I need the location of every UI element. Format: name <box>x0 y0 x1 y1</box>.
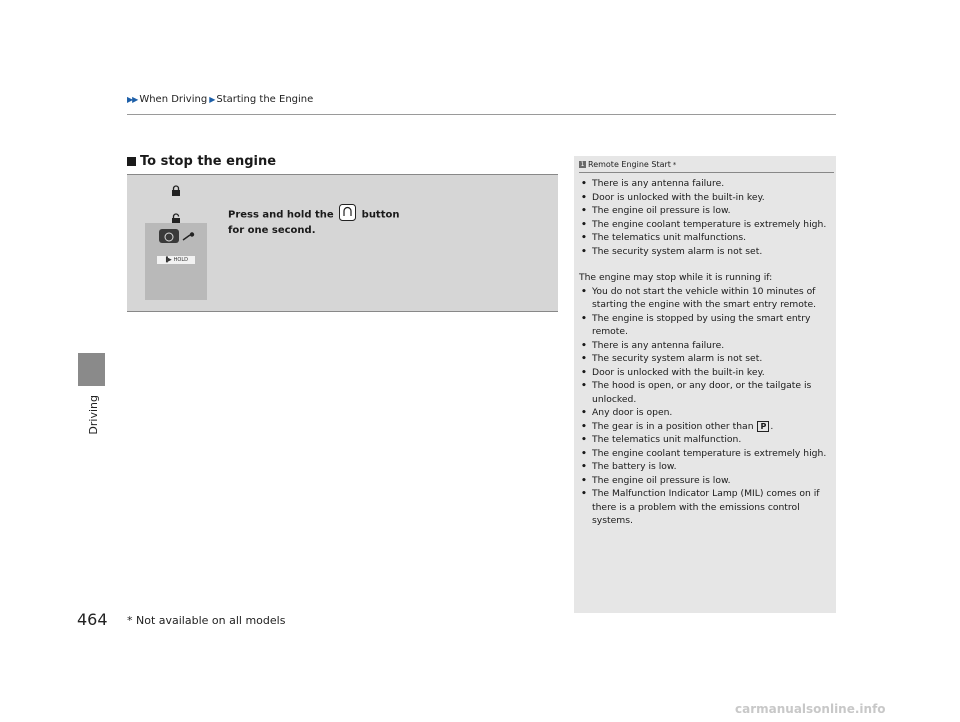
section-square-icon <box>127 157 136 166</box>
remote-start-button-icon <box>159 229 179 243</box>
key-fob-illustration <box>145 223 207 300</box>
list-item: • The engine coolant temperature is extremely high. <box>579 218 832 232</box>
instruction-text-before: Press and hold the <box>228 209 334 221</box>
list-item: • The engine is stopped by using the smart entry remote. <box>579 312 832 339</box>
list-item: • The Malfunction Indicator Lamp (MIL) comes on if there is a problem with the emissions control systems. <box>579 487 832 528</box>
lock-icon <box>171 185 181 197</box>
list-item: • The security system alarm is not set. <box>579 245 832 259</box>
sidebar-heading-text: Remote Engine Start <box>588 160 671 169</box>
list-item: • The engine coolant temperature is extremely high. <box>579 447 832 461</box>
instruction-figure <box>127 174 558 312</box>
breadcrumb-level1[interactable]: When Driving <box>139 94 208 105</box>
sidebar-paragraph: The engine may stop while it is running if: <box>579 272 773 283</box>
hold-label: HOLD <box>173 257 189 263</box>
side-tab-marker <box>78 353 105 386</box>
list-item: • The security system alarm is not set. <box>579 352 832 366</box>
list-item: • The telematics unit malfunctions. <box>579 231 832 245</box>
breadcrumb <box>127 94 313 105</box>
arrow-right-icon: ▐▶ <box>163 257 172 263</box>
remote-start-icon <box>339 204 356 225</box>
watermark: carmanualsonline.info <box>735 702 886 716</box>
conditions-list <box>579 177 832 258</box>
list-item: • There is any antenna failure. <box>579 177 832 191</box>
list-item: • The engine oil pressure is low. <box>579 204 832 218</box>
list-item: • Any door is open. <box>579 406 832 420</box>
list-item: • Door is unlocked with the built-in key. <box>579 191 832 205</box>
list-item: • The battery is low. <box>579 460 832 474</box>
list-item: • The engine oil pressure is low. <box>579 474 832 488</box>
breadcrumb-arrow-icon: ▶▶ <box>127 95 138 104</box>
side-tab-label: Driving <box>87 395 100 435</box>
gear-text-after: . <box>770 420 774 432</box>
footnote: * Not available on all models <box>127 614 286 627</box>
notes-sidebar <box>574 156 836 613</box>
sidebar-heading <box>579 160 676 169</box>
breadcrumb-level2[interactable]: Starting the Engine <box>216 94 314 105</box>
breadcrumb-arrow-icon: ▶ <box>209 95 215 104</box>
instruction-text-line2: for one second. <box>228 225 316 236</box>
list-item: • There is any antenna failure. <box>579 339 832 353</box>
section-title: To stop the engine <box>140 154 277 169</box>
instruction-text-after: button <box>361 209 400 221</box>
page-number: 464 <box>77 610 108 629</box>
gear-text-before: The gear is in a position other than <box>592 420 754 432</box>
sidebar-ref-number: 1 <box>580 161 585 168</box>
list-item: • You do not start the vehicle within 10 minutes of starting the engine with the smart entry remote. <box>579 285 832 312</box>
sidebar-rule <box>579 172 834 173</box>
sidebar-heading-mark: * <box>672 160 677 169</box>
list-item-gear <box>579 420 832 434</box>
park-gear-icon: P <box>757 421 769 432</box>
section-heading <box>127 154 276 169</box>
list-item: • The hood is open, or any door, or the tailgate is unlocked. <box>579 379 832 406</box>
header-rule <box>127 114 836 115</box>
list-item: • Door is unlocked with the built-in key. <box>579 366 832 380</box>
stop-conditions-list <box>579 285 832 528</box>
hold-badge <box>157 256 195 264</box>
figure-instruction-text <box>228 204 399 237</box>
sidebar-body <box>579 177 832 528</box>
key-icon <box>182 232 196 242</box>
list-item: • The telematics unit malfunction. <box>579 433 832 447</box>
